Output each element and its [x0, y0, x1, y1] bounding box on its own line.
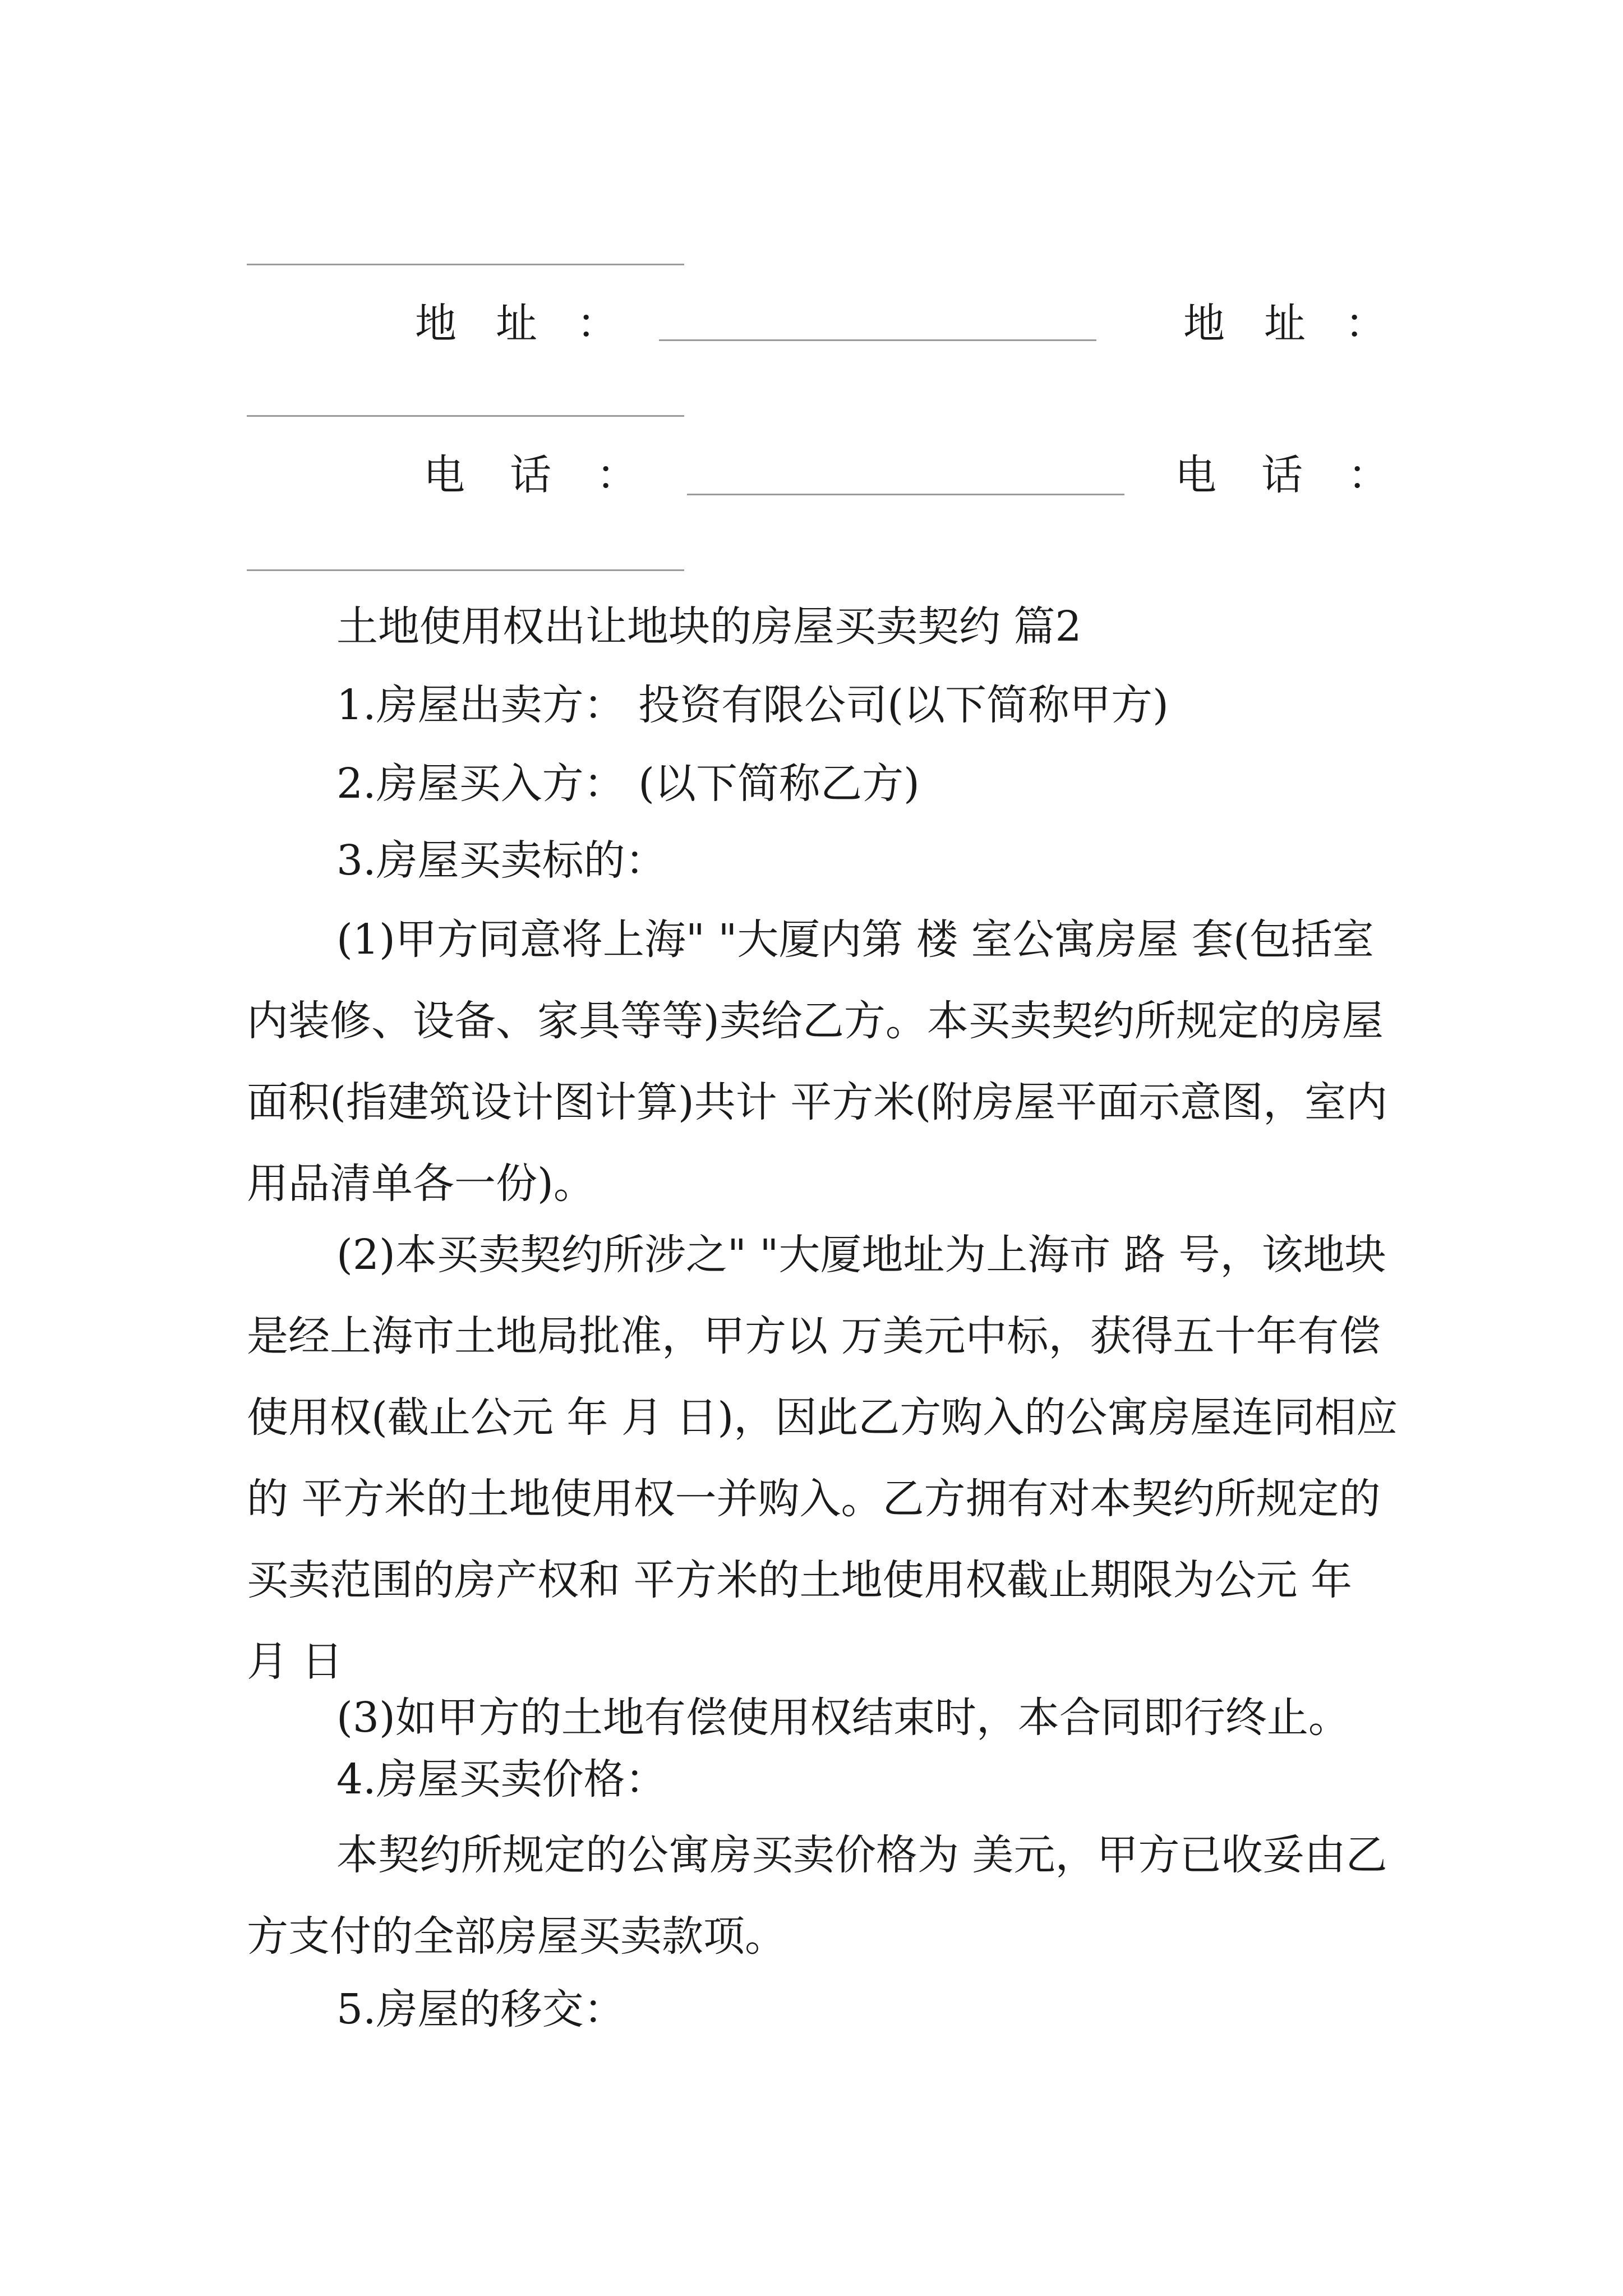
address-label-right: 地址：: [1183, 300, 1426, 348]
clause-4-text: 本契约所规定的公寓房买卖价格为 美元，甲方已收妥由乙方支付的全部房屋买卖款项。: [247, 1831, 1387, 1961]
item-3-subject: 3.房屋买卖标的：: [336, 836, 667, 885]
phone-label-left: 电话：: [423, 451, 683, 499]
phone-label-right: 电话：: [1175, 451, 1434, 499]
address-blank-right-continued: [247, 415, 684, 417]
clause-3-1: (1)甲方同意将上海" "大厦内第 楼 室公寓房屋 套(包括室内装修、设备、家具等等)卖给乙方。本买卖契约所规定的房屋面积(指建筑设计图计算)共计 平方米(附房屋平面示意图，室内用品清单各一份)。: [247, 915, 1388, 1208]
item-5-handover: 5.房屋的移交：: [336, 1985, 625, 2033]
signature-blank-line-top: [247, 264, 684, 265]
item-1-seller: 1.房屋出卖方： 投资有限公司(以下简称甲方): [336, 681, 1169, 729]
item-4-price: 4.房屋买卖价格：: [336, 1755, 667, 1803]
clause-3-3: (3)如甲方的土地有偿使用权结束时，本合同即行终止。: [336, 1694, 1350, 1742]
phone-blank-left: [687, 494, 1124, 495]
address-label-left: 地址：: [415, 300, 657, 348]
section-heading: 土地使用权出让地块的房屋买卖契约 篇2: [336, 602, 1082, 651]
phone-blank-right-continued: [247, 569, 684, 571]
clause-3-2: (2)本买卖契约所涉之" "大厦地址为上海市 路 号，该地块是经上海市土地局批准，甲方以 万美元中标，获得五十年有偿使用权(截止公元 年 月 日)，因此乙方购入的公寓房屋连同相应的 平方米的土地使用权一并购入。乙方拥有对本契约所规定的买卖范围的房产权和 平方米的土地使用权截止期限为公元 年 月 日: [247, 1231, 1398, 1686]
item-2-buyer: 2.房屋买入方： (以下简称乙方): [336, 760, 920, 808]
address-blank-left: [659, 339, 1096, 341]
